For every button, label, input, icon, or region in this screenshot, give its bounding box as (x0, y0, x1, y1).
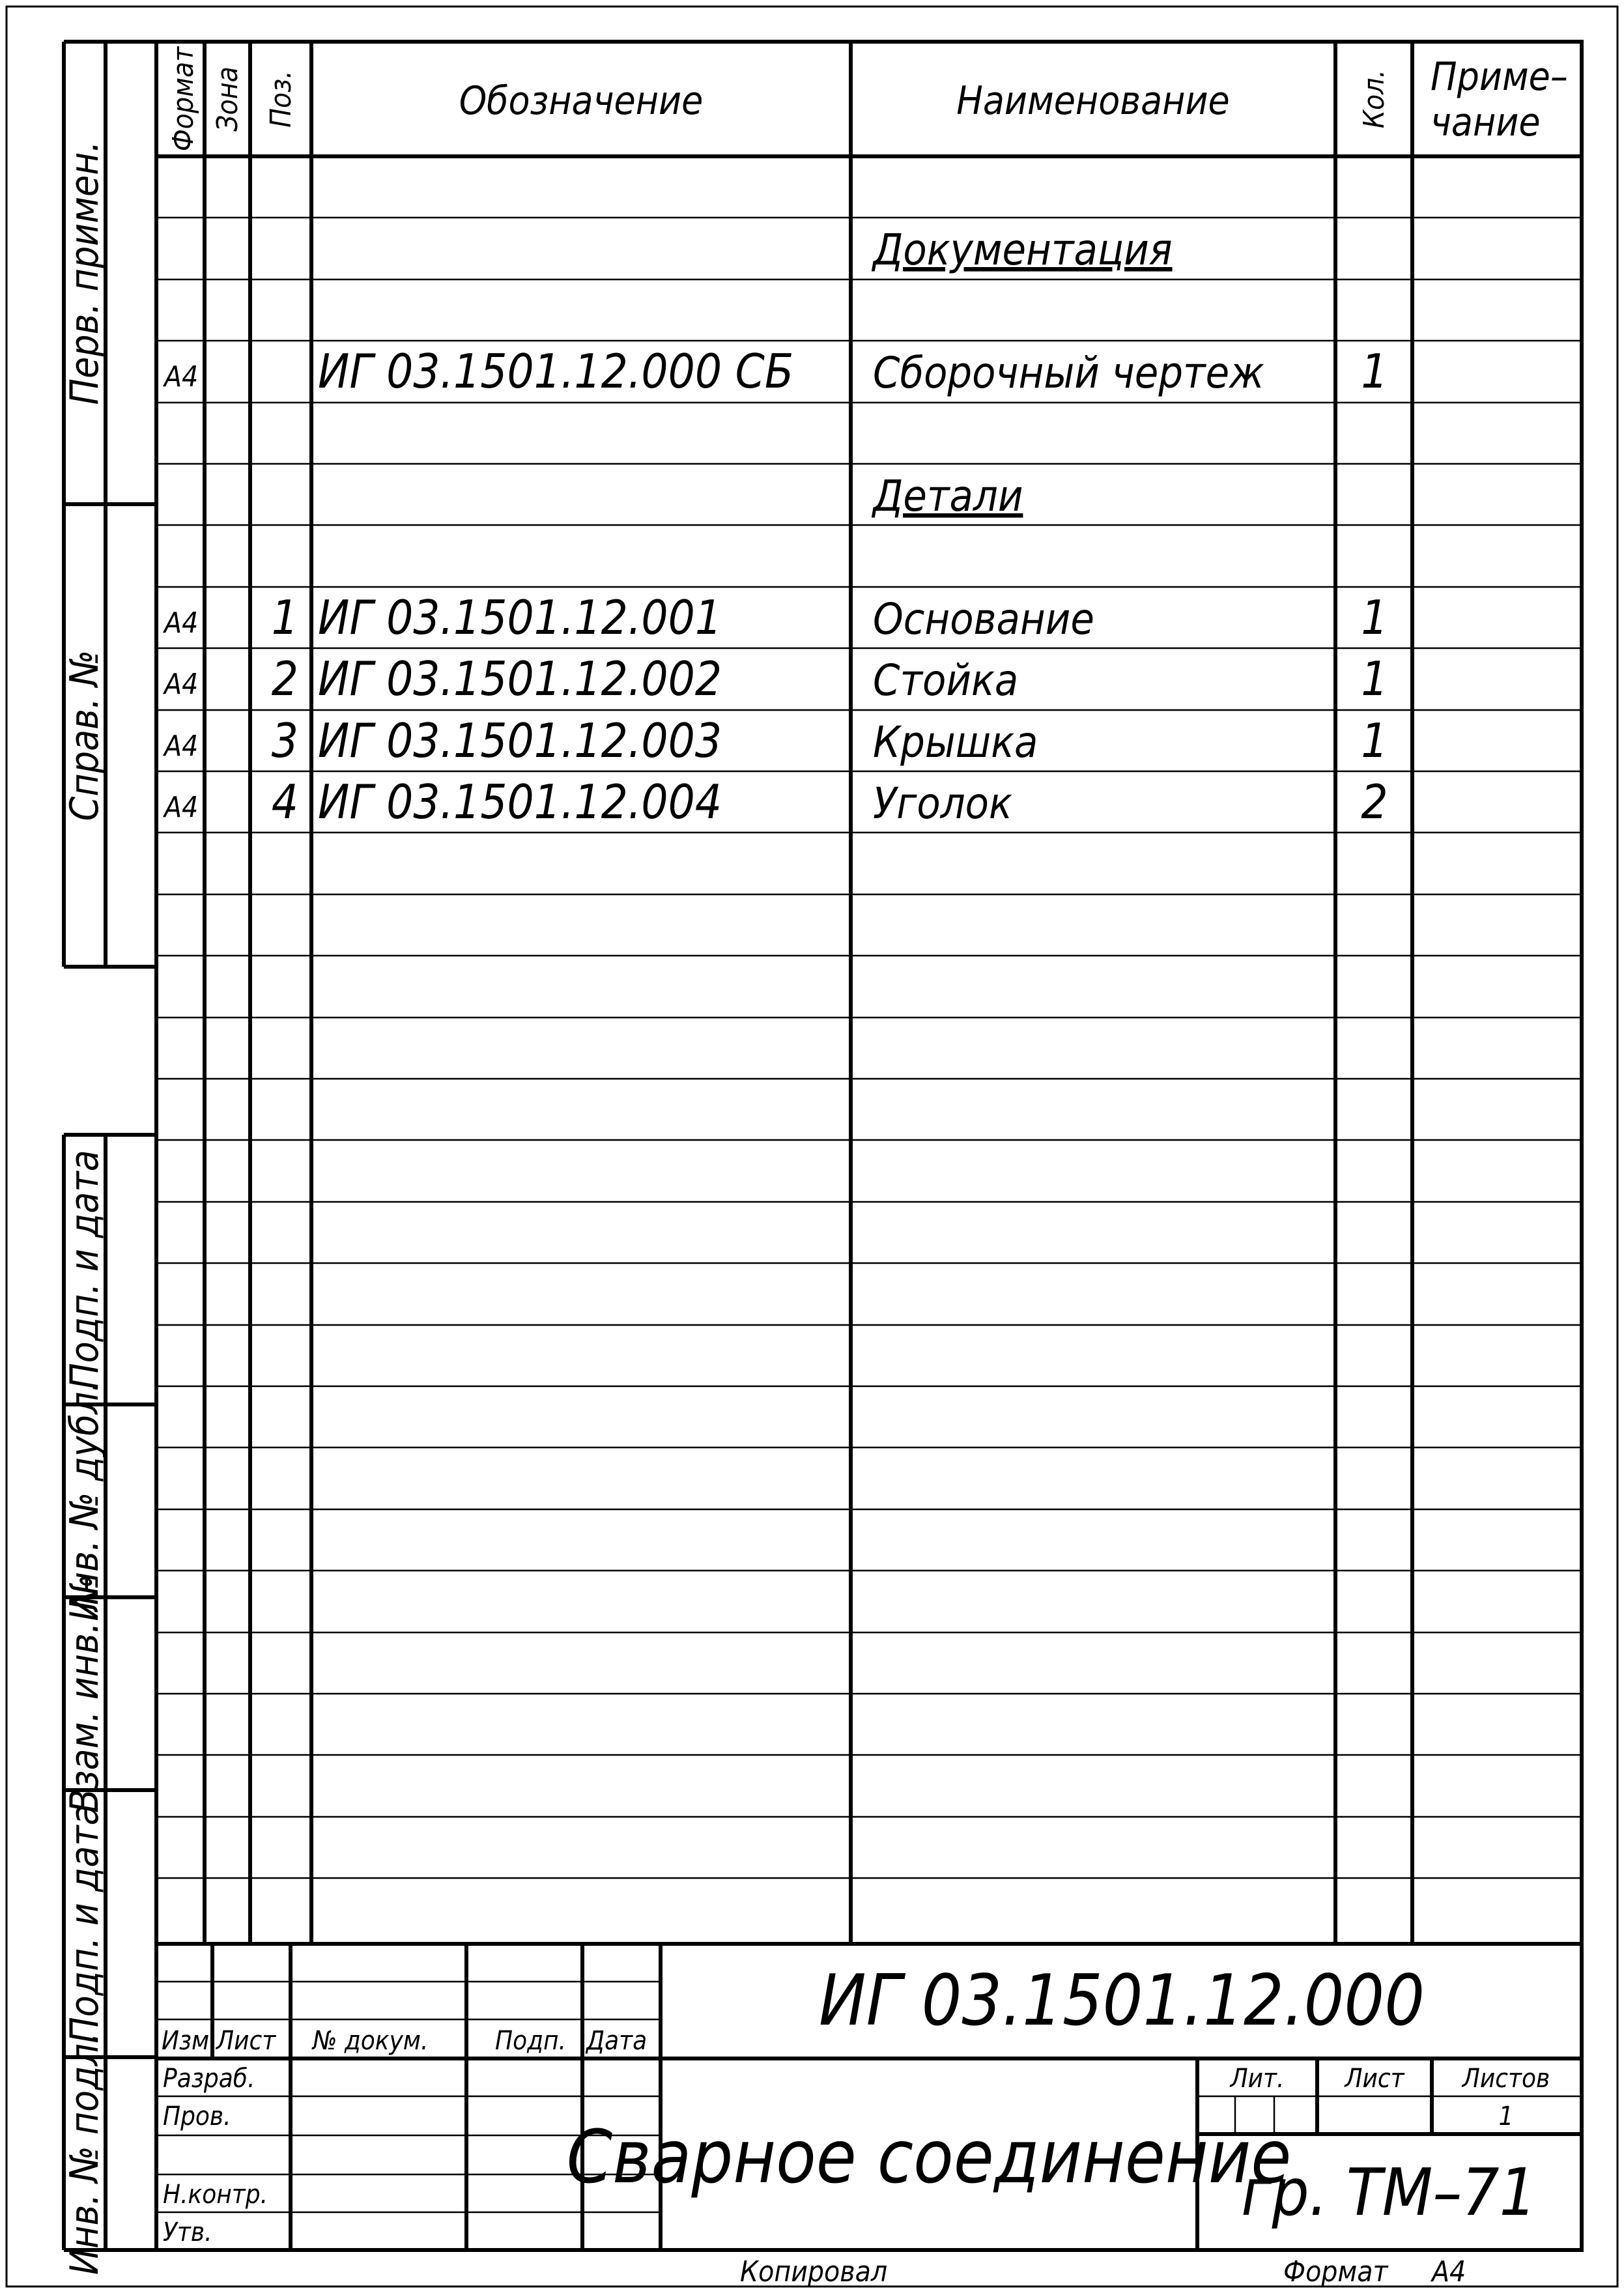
side-label-podp-data-bottom: Подп. и дата (62, 1804, 107, 2044)
row-designation: ИГ 03.1501.12.000 СБ (318, 344, 794, 399)
col-name-header: Наименование (956, 78, 1230, 124)
row-quantity: 1 (1361, 590, 1388, 645)
side-label-sprav-no: Справ. № (62, 649, 107, 821)
spec-table-grid (156, 42, 1582, 1944)
row-designation: ИГ 03.1501.12.002 (318, 651, 722, 706)
row-name: Стойка (873, 655, 1019, 705)
listov-value: 1 (1498, 2101, 1514, 2131)
side-label-inv-no-podl: Инв. № подл. (62, 2032, 107, 2275)
col-pos-header: Поз. (264, 70, 298, 128)
col-designation-header: Обозначение (459, 78, 704, 124)
row-position: 2 (271, 651, 298, 706)
row-name: Уголок (873, 778, 1012, 829)
drawing-title: Сварное соединение (566, 2115, 1292, 2200)
title-block-col-podp: Подп. (495, 2026, 566, 2056)
role-utv: Утв. (163, 2217, 212, 2247)
title-block-col-list: Лист (216, 2026, 276, 2056)
row-designation: ИГ 03.1501.12.004 (318, 775, 722, 829)
title-block-col-doc: № докум. (313, 2026, 429, 2056)
lit-label: Лит. (1230, 2064, 1285, 2094)
title-block-col-data: Дата (586, 2026, 648, 2056)
row-name: Основание (873, 594, 1094, 644)
row-position: 4 (271, 775, 298, 829)
row-format: A4 (164, 606, 199, 640)
role-prov: Пров. (163, 2101, 231, 2131)
side-label-perv-primen: Перв. примен. (62, 141, 107, 405)
row-designation: ИГ 03.1501.12.003 (318, 713, 722, 768)
row-format: A4 (164, 668, 199, 701)
footer-copied: Копировал (740, 2255, 888, 2288)
row-quantity: 1 (1361, 713, 1388, 768)
row-name: Крышка (873, 717, 1038, 767)
row-format: A4 (164, 730, 199, 763)
spec-rows (162, 225, 1388, 829)
col-note-header-line2: чание (1431, 100, 1541, 145)
listov-label: Листов (1462, 2064, 1550, 2094)
side-label-podp-data-top: Подп. и дата (62, 1150, 107, 1389)
row-quantity: 2 (1361, 775, 1388, 829)
group-label: гр. ТМ–71 (1241, 2154, 1537, 2230)
col-zone-header: Зона (211, 66, 244, 132)
list-label: Лист (1345, 2064, 1404, 2094)
footer-format-label: Формат (1283, 2255, 1388, 2288)
row-designation: ИГ 03.1501.12.001 (318, 590, 722, 645)
role-nkontr: Н.контр. (163, 2180, 268, 2210)
title-block-col-izm: Изм. (162, 2026, 217, 2056)
footer-format-value: A4 (1432, 2255, 1466, 2288)
row-quantity: 1 (1361, 344, 1388, 399)
row-position: 3 (271, 713, 298, 768)
section-heading: Детали (873, 471, 1023, 521)
row-name: Сборочный чертеж (873, 348, 1264, 398)
section-heading: Документация (873, 225, 1173, 275)
col-format-header: Формат (167, 46, 200, 152)
col-note-header-line1: Приме– (1431, 54, 1568, 100)
row-format: A4 (164, 360, 199, 393)
row-position: 1 (271, 590, 298, 645)
row-format: A4 (164, 791, 199, 824)
document-number: ИГ 03.1501.12.000 (818, 1960, 1425, 2042)
row-quantity: 1 (1361, 651, 1388, 706)
side-label-inv-no-dubl: Инв. № дубл. (62, 1380, 107, 1621)
role-razrab: Разраб. (163, 2064, 255, 2094)
side-label-vzam-inv-no: Взам. инв. № (62, 1574, 107, 1814)
col-qty-header: Кол. (1358, 69, 1391, 129)
